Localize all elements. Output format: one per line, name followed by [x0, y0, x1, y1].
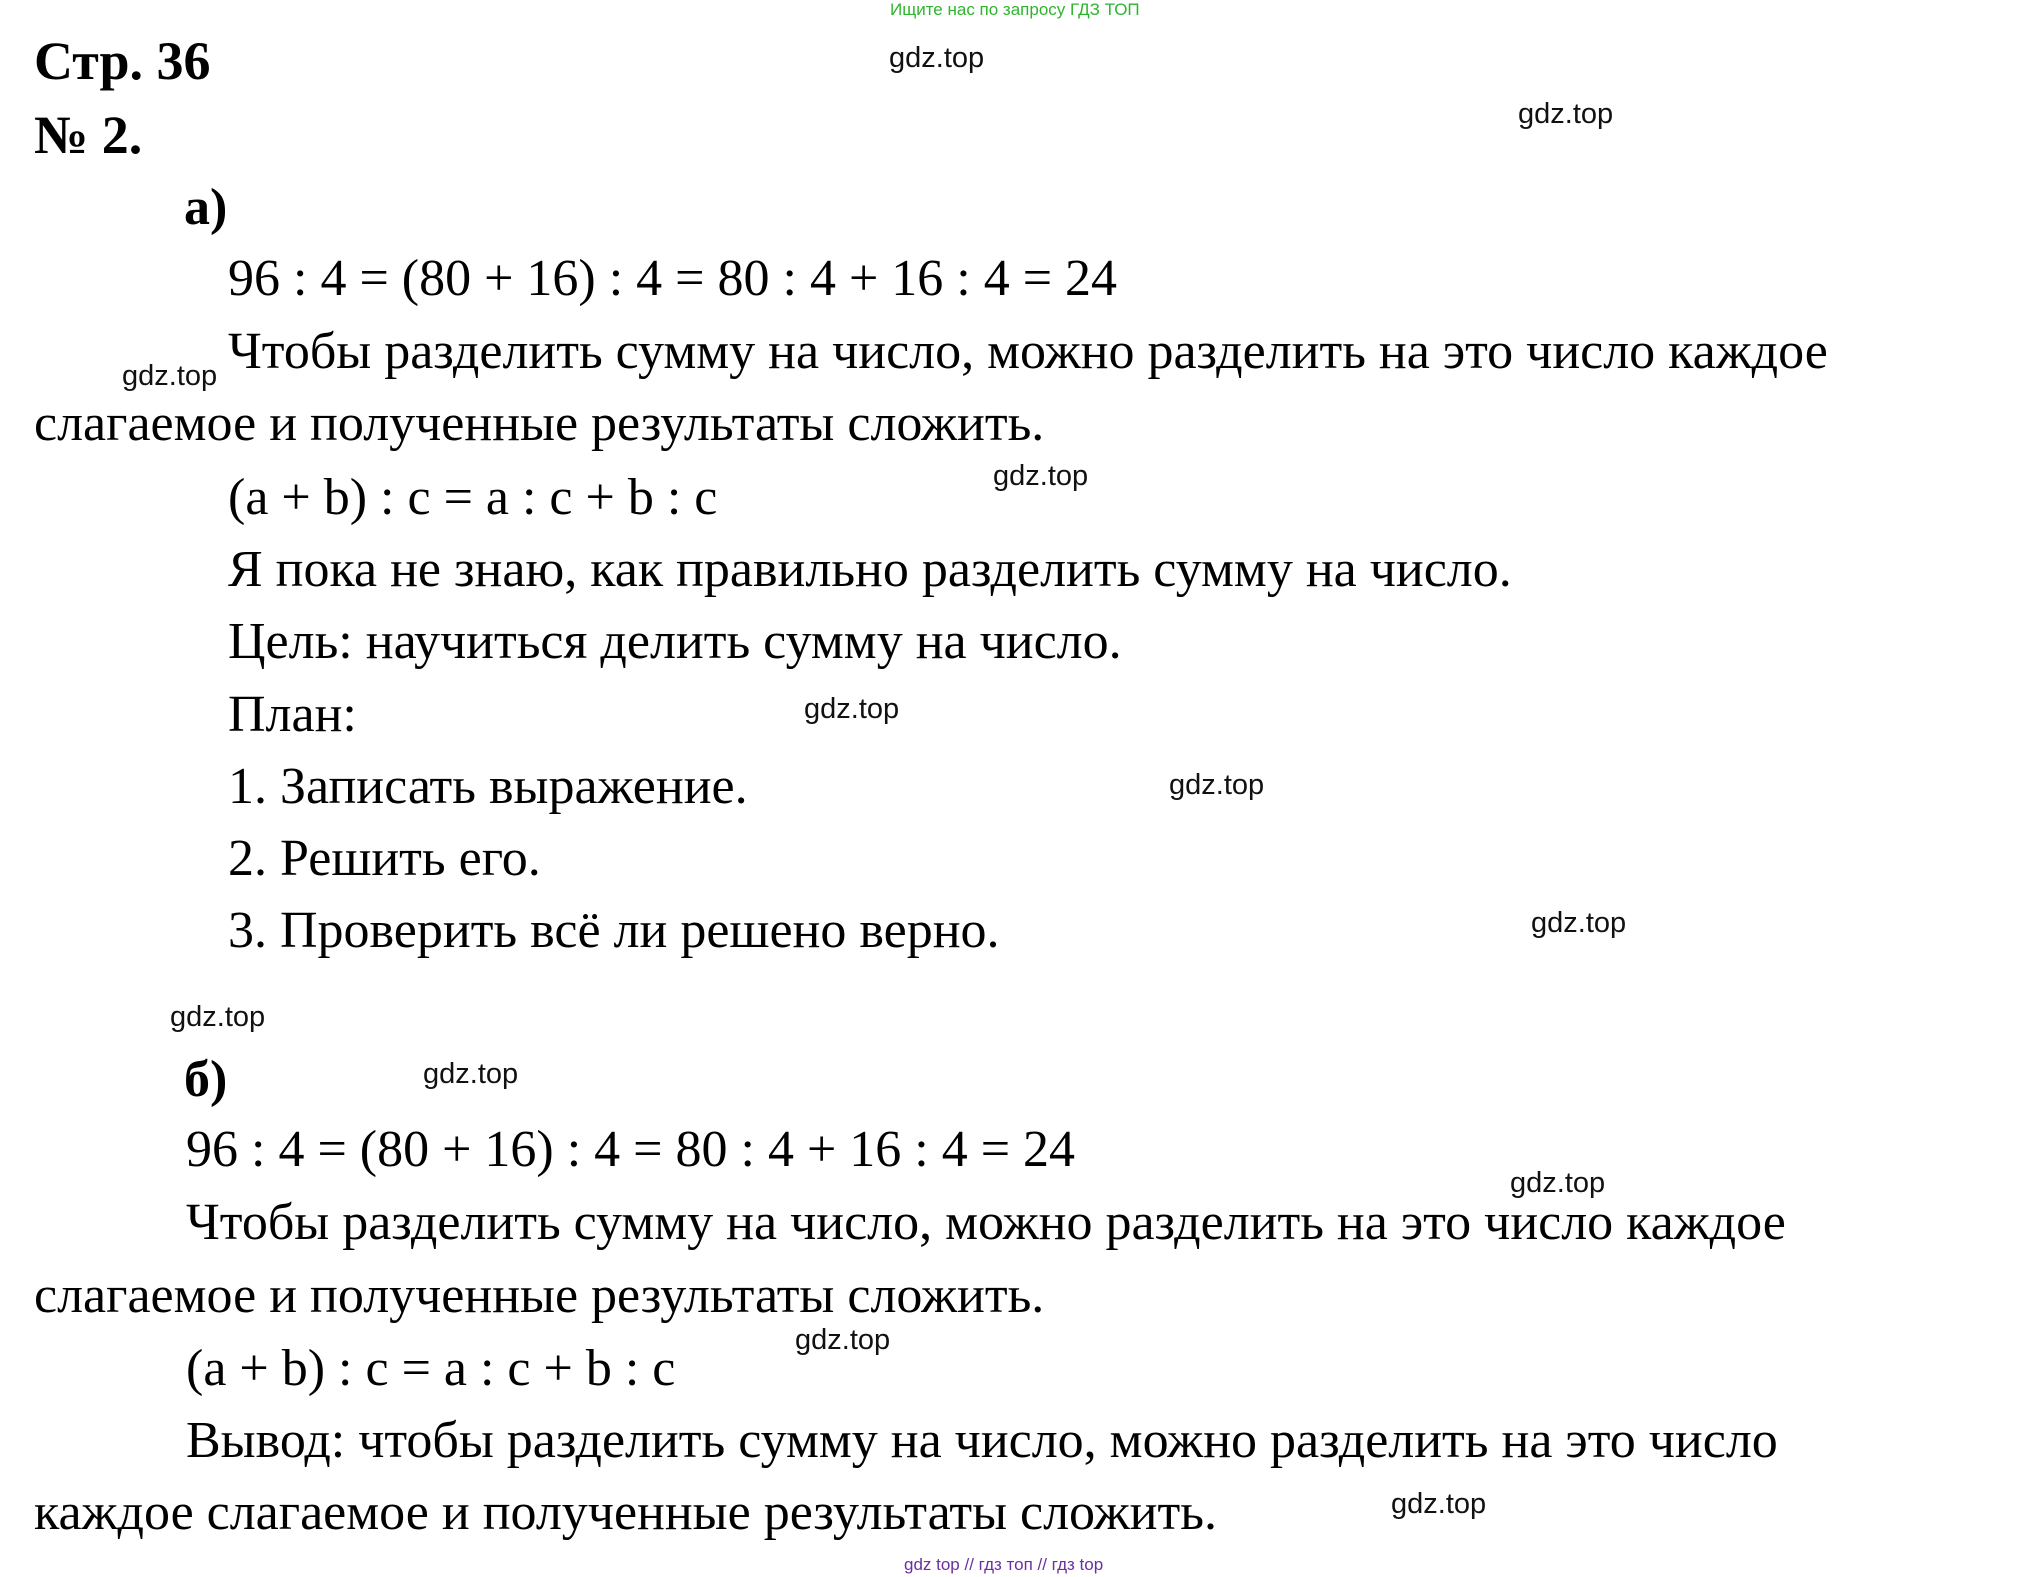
plan-item: 3. Проверить всё ли решено верно. [228, 902, 1000, 959]
part-a-plan-title: План: [228, 686, 357, 743]
watermark: gdz.top [1518, 98, 1614, 130]
watermark: gdz.top [993, 460, 1089, 492]
watermark: gdz.top [170, 1001, 266, 1033]
part-a-not-know: Я пока не знаю, как правильно разделить сумму на число. [228, 541, 1512, 598]
part-b-conclusion-line2: каждое слагаемое и полученные результаты сложить. [34, 1484, 1217, 1541]
search-banner[interactable]: Ищите нас по запросу ГДЗ ТОП [890, 0, 1140, 19]
watermark: gdz.top [423, 1058, 519, 1090]
watermark: gdz.top [1531, 907, 1627, 939]
plan-item: 2. Решить его. [228, 830, 541, 887]
watermark: gdz.top [1169, 769, 1265, 801]
part-a-rule-line1: Чтобы разделить сумму на число, можно разделить на это число каждое [228, 323, 1828, 380]
part-b-label: б) [184, 1051, 228, 1108]
part-b-rule-line2: слагаемое и полученные результаты сложить. [34, 1267, 1045, 1324]
part-a-label: а) [184, 179, 228, 236]
part-a-goal: Цель: научиться делить сумму на число. [228, 613, 1122, 670]
part-a-equation: 96 : 4 = (80 + 16) : 4 = 80 : 4 + 16 : 4 = 24 [228, 250, 1118, 307]
watermark: gdz.top [1391, 1488, 1487, 1520]
watermark: gdz.top [889, 42, 985, 74]
page-heading: Стр. 36 [34, 31, 211, 91]
part-a-rule-line2: слагаемое и полученные результаты сложить. [34, 395, 1045, 452]
watermark: gdz.top [122, 360, 218, 392]
watermark: gdz.top [804, 693, 900, 725]
part-b-conclusion-line1: Вывод: чтобы разделить сумму на число, можно разделить на это число [186, 1412, 1778, 1469]
watermark: gdz.top [795, 1324, 891, 1356]
task-number: № 2. [34, 105, 143, 165]
part-b-equation: 96 : 4 = (80 + 16) : 4 = 80 : 4 + 16 : 4 = 24 [186, 1121, 1076, 1178]
part-b-formula: (a + b) : c = a : c + b : c [186, 1340, 676, 1397]
footer-links[interactable]: gdz top // гдз топ // гдз top [904, 1555, 1104, 1574]
part-b-rule-line1: Чтобы разделить сумму на число, можно разделить на это число каждое [186, 1194, 1786, 1251]
part-a-formula: (a + b) : c = a : c + b : c [228, 469, 718, 526]
watermark: gdz.top [1510, 1167, 1606, 1199]
plan-item: 1. Записать выражение. [228, 758, 748, 815]
